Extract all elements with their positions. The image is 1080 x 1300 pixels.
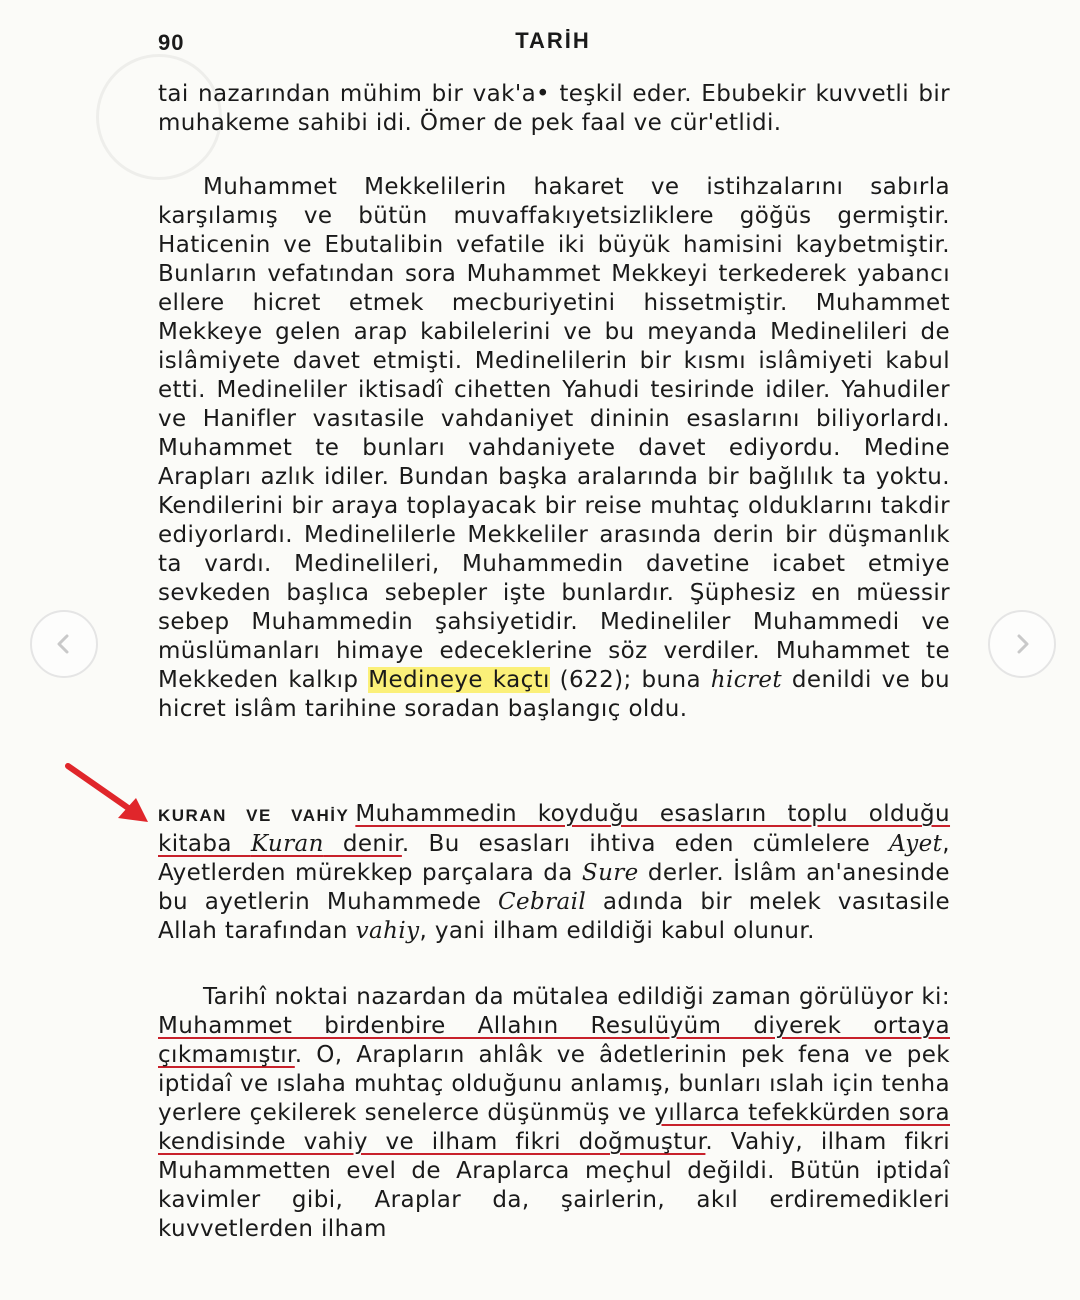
page-number: 90 [158,30,185,55]
underlined-text: Muhammedin koyduğu esasların toplu olduğu kitaba Kuran denir [158,801,951,857]
running-title: TARİH [515,28,591,53]
section-heading: KURAN VE VAHİY [158,806,350,825]
italic-term: hicret [710,667,783,693]
italic-term: Ayet [889,831,943,857]
chevron-left-icon [53,633,75,655]
italic-term: Sure [581,860,639,886]
underlined-text: Muhammet birdenbire Allahın Resulüyüm diyerek ortaya çıkmamıştır [158,1013,950,1068]
paragraph-3: KURAN VE VAHİY Muhammedin koyduğu esasların toplu olduğu kitaba Kuran denir. Bu esasları ihtiva eden cümlelere Ayet, Ayetlerden mürekkep parçalara da Sure derler. İslâm an'anesinde bu ayetlerin Muhammede Cebrail adında bir melek vasıtasile Allah tarafından vahiy, yani ilham edildiği kabul olunur. [158,801,951,944]
previous-page-button[interactable] [30,610,98,678]
page-header [158,26,948,58]
paragraph-2-text: Muhammet Mekkelilerin hakaret ve istihzalarını sabırla karşılamış ve bütün muvaffakıyetsizliklere göğüs germiştir. Haticenin ve Ebutalibin vefatile iki büyük hamisini kaybetmiştir. Bunların vefatından sora Muhammet Mekkeyi terkederek yabancı ellere hicret etmek mecburiyetini hissetmiştir. Muhammet Mekkeye gelen arap kabilelerini ve bu meyanda Medinelileri de islâmiyete davet etmişti. Medinelilerin bir kısmı islâmiyeti kabul etti. Medineliler iktisadî cihetten Yahudi tesirinde idiler. Yahudiler ve Hanifler vasıtasile vahdaniyet dininin esaslarını biliyorlardı. Muhammet te bunları vahdaniyete davet ediyordu. Medine Arapları azlık idiler. Bundan başka aralarında bir bağlılık ta yoktu. Kendilerini bir araya toplayacak bir reise muhtaç olduklarını takdir ediyorlardı. Medinelilerle Mekkeliler arasında derin bir düşmanlık ta vardı. Medinelileri, Muhammedin davetine icabet etmiye sevkeden başlıca sebepler işte bunlardır. Şüphesiz en müessir sebep Muhammedin şahsiyetidir. Medineliler Muhammedi ve müslümanları himaye edeceklerine söz verdiler. Muhammet te Mekkeden kalkıp [158,174,950,693]
paragraph-1-text: tai nazarından mühim bir vak'a• teşkil eder. Ebubekir kuvvetli bir muhakeme sahibi idi. Ömer de pek faal ve cür'etlidi. [158,81,950,136]
underlined-text: yıllarca tefekkürden sora kendisinde vahiy ve ilham fikri doğmuştur [158,1100,950,1155]
paragraph-2: Muhammet Mekkelilerin hakaret ve istihzalarını sabırla karşılamış ve bütün muvaffakıyetsizliklere göğüs germiştir. Haticenin ve Ebutalibin vefatile iki büyük hamisini kaybetmiştir. Bunların vefatından sora Muhammet Mekkeyi terkederek yabancı ellere hicret etmek mecburiyetini hissetmiştir. Muhammet Mekkeye gelen arap kabilelerini ve bu meyanda Medinelileri de islâmiyete davet etmişti. Medinelilerin bir kısmı islâmiyeti kabul etti. Medineliler iktisadî cihetten Yahudi tesirinde idiler. Yahudiler ve Hanifler vasıtasile vahdaniyet dininin esaslarını biliyorlardı. Muhammet te bunları vahdaniyete davet ediyordu. Medine Arapları azlık idiler. Bundan başka aralarında bir bağlılık ta yoktu. Kendilerini bir araya toplayacak bir reise muhtaç olduklarını takdir ediyorlardı. Medinelilerle Mekkeliler arasında derin bir düşmanlık ta vardı. Medinelileri, Muhammedin davetine icabet etmiye sevkeden başlıca sebepler işte bunlardır. Şüphesiz en müessir sebep Muhammedin şahsiyetidir. Medineliler Muhammedi ve müslümanları himaye edeceklerine söz verdiler. Muhammet te Mekkeden kalkıp Medineye kaçtı (622); buna hicret denildi ve bu hicret islâm tarihine soradan başlangıç oldu. [158,174,951,722]
highlighted-text: Medineye kaçtı [368,667,550,693]
next-page-button[interactable] [988,610,1056,678]
paragraph-1 [158,80,950,138]
red-arrow-icon [62,760,152,830]
paragraph-4: Tarihî noktai nazardan da mütalea edildiği zaman görülüyor ki: Muhammet birdenbire Allahın Resulüyüm diyerek ortaya çıkmamıştır. O, Arapların ahlâk ve âdetlerinin pek fena ve pek iptidaî ve ıslaha muhtaç olduğunu anlamış, bunları ıslah için tenha yerlere çekilerek senelerce düşünmüş ve yıllarca tefekkürden sora kendisinde vahiy ve ilham fikri doğmuştur. Vahiy, ilham fikri Muhammetten evel de Araplarca meçhul değildi. Bütün iptidaî kavimler gibi, Araplar da, şairlerin, akıl erdiremedikleri kuvvetlerden ilham [158,984,950,1242]
italic-term: vahiy [355,918,420,944]
italic-term: Cebrail [498,889,587,915]
chevron-right-icon [1011,633,1033,655]
